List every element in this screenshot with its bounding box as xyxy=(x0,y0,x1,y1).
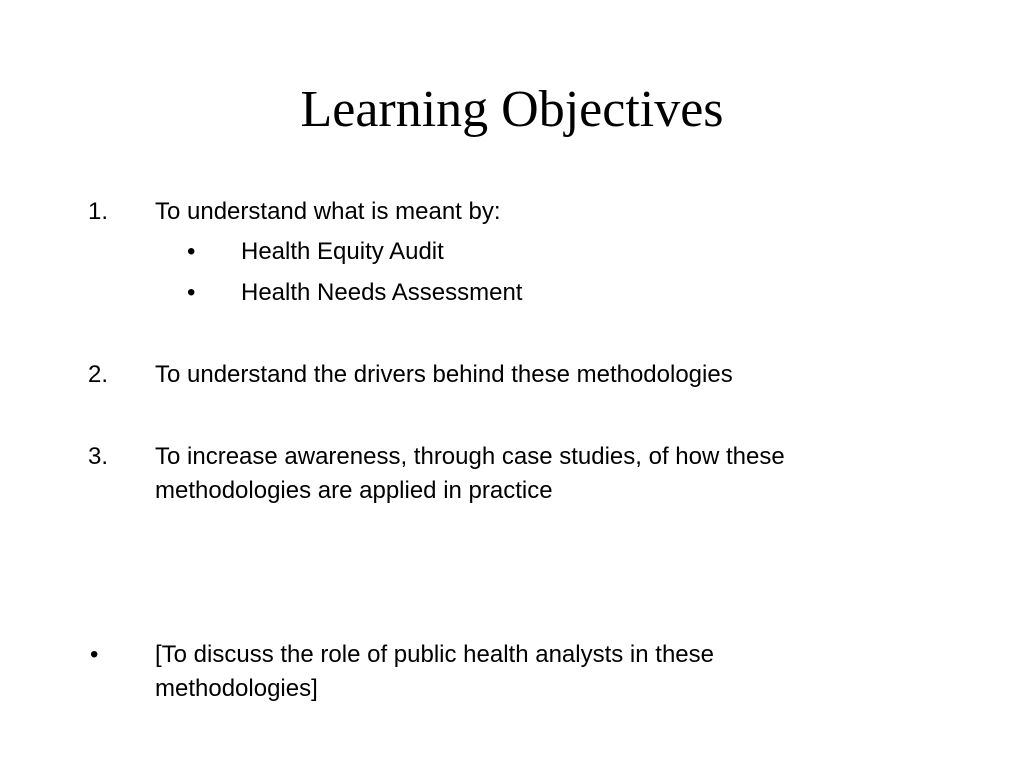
objective-1-text: To understand what is meant by: xyxy=(155,198,501,225)
objective-3-text-line-2: methodologies are applied in practice xyxy=(155,477,553,504)
objective-2-number: 2. xyxy=(88,361,109,388)
slide-title: Learning Objectives xyxy=(300,81,724,138)
bullet-icon: • xyxy=(187,279,196,306)
objective-4-text-line-2: methodologies] xyxy=(155,675,318,702)
sub-item-text: Health Equity Audit xyxy=(241,238,444,265)
objective-3-number: 3. xyxy=(88,443,109,470)
objective-3-text-line-1: To increase awareness, through case studies, of how these xyxy=(155,443,785,470)
objective-1-number: 1. xyxy=(88,198,109,225)
bullet-icon: • xyxy=(90,641,99,668)
objective-2-text: To understand the drivers behind these methodologies xyxy=(155,361,733,388)
sub-item-text: Health Needs Assessment xyxy=(241,279,523,306)
objective-4-text-line-1: [To discuss the role of public health analysts in these xyxy=(155,641,714,668)
bullet-icon: • xyxy=(187,238,196,265)
